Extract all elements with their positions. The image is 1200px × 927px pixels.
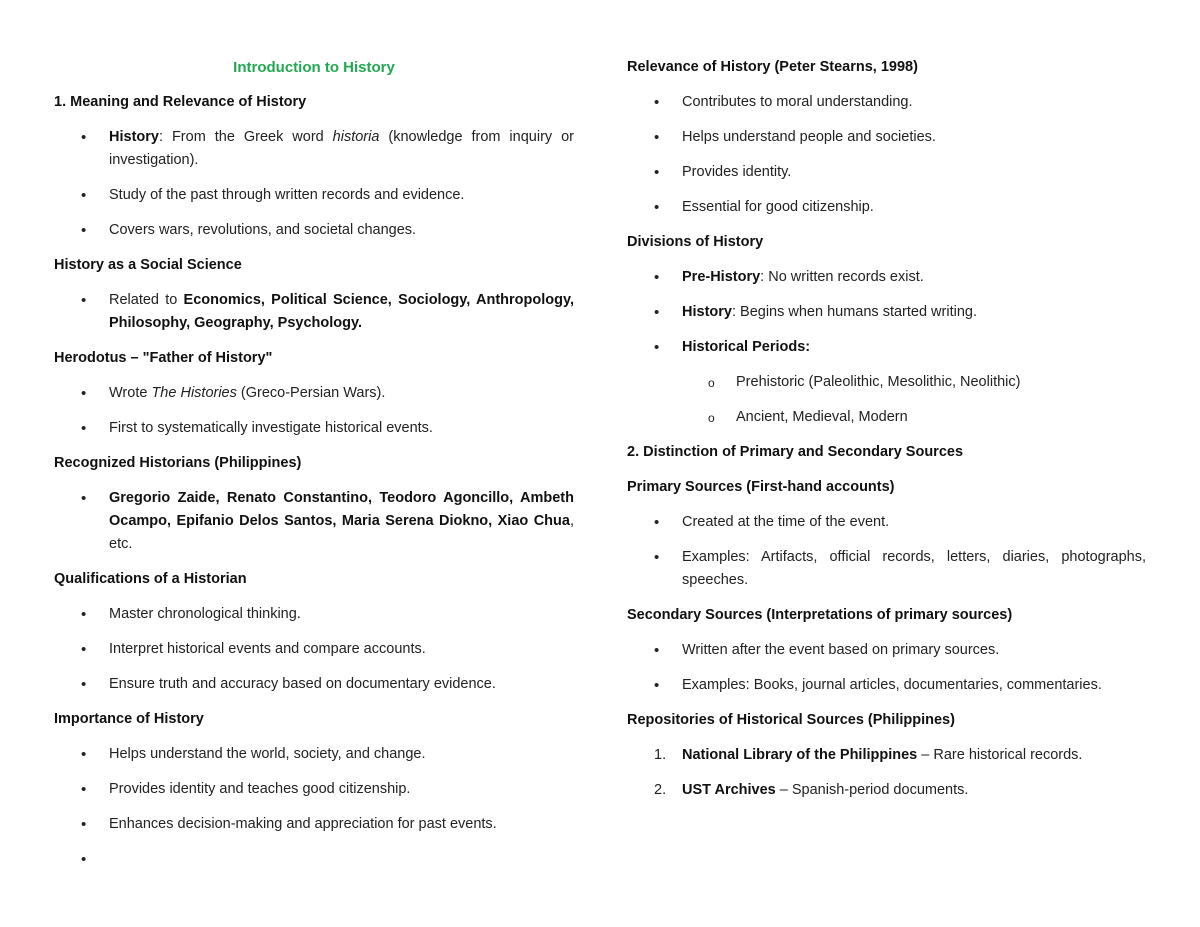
- list-item: [54, 382, 574, 405]
- bullet-icon: •: [81, 746, 87, 763]
- list-item: [54, 743, 574, 766]
- text: Enhances decision-making and appreciation for past events.: [109, 816, 497, 832]
- bullet-icon: •: [81, 676, 87, 693]
- text: [109, 851, 113, 867]
- bullet-icon: •: [654, 549, 660, 566]
- social-science-list: [54, 289, 574, 335]
- item-number: 2.: [654, 782, 667, 798]
- term: Historical Periods:: [682, 339, 811, 355]
- bullet-icon: •: [81, 606, 87, 623]
- text: Ensure truth and accuracy based on documentary evidence.: [109, 676, 496, 692]
- list-item: [627, 161, 1146, 184]
- section-heading-meaning: 1. Meaning and Relevance of History: [54, 94, 307, 110]
- term: Pre-History: [682, 269, 761, 285]
- list-item: [54, 638, 574, 661]
- list-item: [627, 126, 1146, 149]
- bullet-icon: •: [81, 129, 87, 146]
- page-title: Introduction to History: [233, 59, 395, 76]
- text: Written after the event based on primary sources.: [682, 642, 1000, 658]
- bullet-icon: •: [81, 781, 87, 798]
- section-heading-relevance: Relevance of History (Peter Stearns, 1998): [627, 59, 918, 75]
- list-item: [54, 673, 574, 696]
- text: , etc.: [109, 513, 574, 552]
- meaning-list: [54, 126, 574, 242]
- list-item: [54, 603, 574, 626]
- bullet-icon: •: [81, 641, 87, 658]
- text: Examples: Artifacts, official records, letters, diaries, photographs, speeches.: [682, 549, 1146, 588]
- text: : No written records exist.: [760, 269, 924, 285]
- bullet-icon: •: [654, 129, 660, 146]
- bullet-icon: •: [81, 222, 87, 239]
- divisions-list: [627, 266, 1146, 359]
- text: Examples: Books, journal articles, documentaries, commentaries.: [682, 677, 1102, 693]
- term: History: [109, 129, 159, 145]
- text: Covers wars, revolutions, and societal changes.: [109, 222, 417, 238]
- bullet-icon: •: [654, 199, 660, 216]
- historian-names: Gregorio Zaide, Renato Constantino, Teodoro Agoncillo, Ambeth Ocampo, Epifanio Delos Santos, Maria Serena Diokno, Xiao Chua: [109, 490, 574, 529]
- list-item: [54, 813, 574, 836]
- list-item: [54, 487, 574, 556]
- numbered-item: [627, 744, 1146, 767]
- section-heading-primary: Primary Sources (First-hand accounts): [627, 479, 895, 495]
- list-item: [627, 639, 1146, 662]
- section-heading-repositories: Repositories of Historical Sources (Philippines): [627, 712, 955, 728]
- list-item: [627, 301, 1146, 324]
- list-item: [54, 184, 574, 207]
- list-item: [54, 778, 574, 801]
- herodotus-list: [54, 382, 574, 440]
- text: Study of the past through written records and evidence.: [109, 187, 465, 203]
- text: Helps understand people and societies.: [682, 129, 936, 145]
- sub-list-item: [627, 406, 1146, 429]
- text: – Rare historical records.: [917, 747, 1083, 763]
- section-heading-divisions: Divisions of History: [627, 234, 764, 250]
- text: Ancient, Medieval, Modern: [736, 409, 908, 425]
- section-heading-importance: Importance of History: [54, 711, 204, 727]
- bullet-icon: •: [81, 816, 87, 833]
- bullet-icon: •: [81, 385, 87, 402]
- sub-list-item: [627, 371, 1146, 394]
- book-title: The Histories: [151, 385, 237, 401]
- secondary-list: [627, 639, 1146, 697]
- list-item: [627, 336, 1146, 359]
- bullet-icon: •: [81, 292, 87, 309]
- section-heading-secondary: Secondary Sources (Interpretations of primary sources): [627, 607, 1013, 623]
- bullet-icon: •: [654, 94, 660, 111]
- bullet-icon: •: [654, 269, 660, 286]
- term-italic: historia: [332, 129, 380, 145]
- section-heading-qualifications: Qualifications of a Historian: [54, 571, 247, 587]
- text: First to systematically investigate historical events.: [109, 420, 433, 436]
- text: Essential for good citizenship.: [682, 199, 874, 215]
- section-heading-historians: Recognized Historians (Philippines): [54, 455, 302, 471]
- relevance-list: [627, 91, 1146, 219]
- text: Related to: [109, 292, 184, 308]
- text: Interpret historical events and compare accounts.: [109, 641, 426, 657]
- repository-name: UST Archives: [682, 782, 776, 798]
- list-item: [627, 511, 1146, 534]
- numbered-item: [627, 779, 1146, 802]
- text: Master chronological thinking.: [109, 606, 301, 622]
- text: (Greco-Persian Wars).: [236, 385, 386, 401]
- circle-bullet-icon: o: [708, 411, 715, 425]
- list-item: [627, 674, 1146, 697]
- repository-name: National Library of the Philippines: [682, 747, 918, 763]
- text: : From the Greek word: [158, 129, 333, 145]
- list-item: [54, 289, 574, 335]
- section-heading-distinction: 2. Distinction of Primary and Secondary Sources: [627, 444, 964, 460]
- qualifications-list: [54, 603, 574, 696]
- text: Provides identity.: [682, 164, 792, 180]
- text: Wrote: [109, 385, 152, 401]
- text: Contributes to moral understanding.: [682, 94, 913, 110]
- right-column: [627, 56, 1146, 814]
- list-item: [54, 219, 574, 242]
- list-item: [54, 126, 574, 172]
- bullet-icon: •: [654, 677, 660, 694]
- circle-bullet-icon: o: [708, 376, 715, 390]
- item-number: 1.: [654, 747, 667, 763]
- bullet-icon: •: [654, 304, 660, 321]
- primary-list: [627, 511, 1146, 592]
- list-item-empty: [54, 848, 574, 871]
- bullet-icon: •: [81, 851, 87, 868]
- text: Provides identity and teaches good citizenship.: [109, 781, 411, 797]
- text: Created at the time of the event.: [682, 514, 890, 530]
- text: Helps understand the world, society, and change.: [109, 746, 426, 762]
- bullet-icon: •: [81, 420, 87, 437]
- disciplines: Economics, Political Science, Sociology, Anthropology, Philosophy, Geography, Psychology.: [109, 292, 574, 331]
- list-item: [627, 266, 1146, 289]
- list-item: [627, 91, 1146, 114]
- historians-list: [54, 487, 574, 556]
- text: (knowledge from inquiry or investigation).: [109, 129, 574, 168]
- importance-list: [54, 743, 574, 871]
- list-item: [627, 546, 1146, 592]
- bullet-icon: •: [654, 339, 660, 356]
- bullet-icon: •: [81, 187, 87, 204]
- left-column: [54, 56, 574, 883]
- text: – Spanish-period documents.: [775, 782, 969, 798]
- bullet-icon: •: [654, 642, 660, 659]
- bullet-icon: •: [654, 514, 660, 531]
- bullet-icon: •: [81, 490, 87, 507]
- bullet-icon: •: [654, 164, 660, 181]
- text: : Begins when humans started writing.: [731, 304, 977, 320]
- section-heading-herodotus: Herodotus – "Father of History": [54, 350, 273, 366]
- repositories-list: [627, 744, 1146, 802]
- list-item: [54, 417, 574, 440]
- text: Prehistoric (Paleolithic, Mesolithic, Neolithic): [736, 374, 1021, 390]
- list-item: [627, 196, 1146, 219]
- periods-sublist: [627, 371, 1146, 429]
- section-heading-social-science: History as a Social Science: [54, 257, 242, 273]
- term: History: [682, 304, 732, 320]
